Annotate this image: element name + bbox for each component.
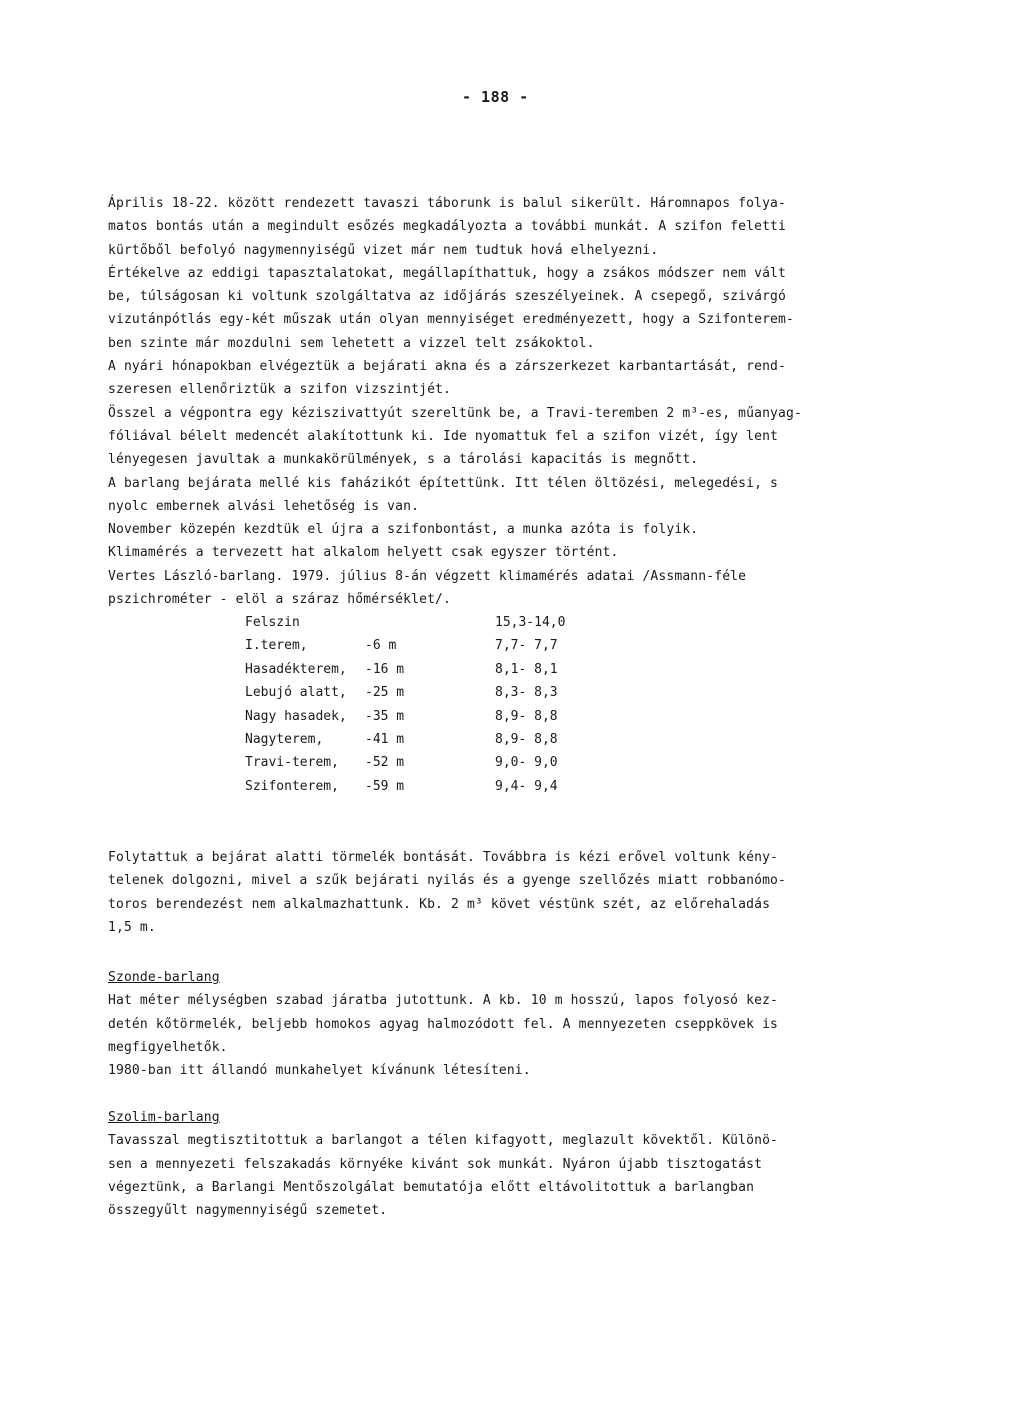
- measurement-depth: -59 m: [365, 778, 405, 794]
- text-line: toros berendezést nem alkalmazhattunk. Kb. 2 m³ követ véstünk szét, az előrehaladás: [108, 896, 771, 912]
- section-heading: Szonde-barlang: [108, 970, 220, 985]
- measurement-row: [245, 658, 565, 681]
- text-line: összegyűlt nagymennyiségű szemetet.: [108, 1203, 388, 1219]
- text-line: sen a mennyezeti felszakadás környéke kivánt sok munkát. Nyáron újabb tisztogatást: [108, 1156, 763, 1172]
- measurement-place: Hasadékterem,: [245, 661, 347, 677]
- text-line: telenek dolgozni, mivel a szűk bejárati nyilás és a gyenge szellőzés miatt robbanómo-: [108, 873, 787, 889]
- measurement-place: Lebujó alatt,: [245, 685, 347, 701]
- measurement-temperature: 9,4- 9,4: [495, 778, 558, 794]
- measurement-row: [245, 728, 565, 751]
- measurement-depth: -41 m: [365, 732, 405, 748]
- measurement-row: [245, 705, 565, 728]
- text-line: nyolc embernek alvási lehetőség is van.: [108, 498, 420, 514]
- text-line: be, túlságosan ki voltunk szolgáltatva az időjárás szeszélyeinek. A csepegő, szivárgó: [108, 289, 787, 305]
- text-line: végeztünk, a Barlangi Mentőszolgálat bemutatója előtt eltávolitottuk a barlangban: [108, 1179, 755, 1195]
- text-line: A barlang bejárata mellé kis faházikót építettünk. Itt télen öltözési, melegedési, s: [108, 475, 779, 491]
- text-line: Értékelve az eddigi tapasztalatokat, megállapíthattuk, hogy a zsákos módszer nem vált: [108, 265, 787, 281]
- text-line: Folytattuk a bejárat alatti törmelék bontását. Továbbra is kézi erővel voltunk kény-: [108, 850, 779, 865]
- measurement-row: [245, 751, 565, 774]
- text-line: matos bontás után a megindult esőzés megkadályozta a további munkát. A szifon feletti: [108, 219, 787, 235]
- measurement-place: Nagyterem,: [245, 732, 324, 748]
- measurement-depth: -25 m: [365, 685, 405, 701]
- measurement-temperature: 7,7- 7,7: [495, 638, 558, 654]
- text-line: Összel a végpontra egy kéziszivattyút szereltünk be, a Travi-teremben 2 m³-es, műanyag-: [108, 405, 802, 421]
- measurement-depth: -35 m: [365, 708, 405, 724]
- text-line: kürtőből befolyó nagymennyiségű vizet már nem tudtuk hová elhelyezni.: [108, 242, 659, 258]
- text-line: A nyári hónapokban elvégeztük a bejárati akna és a zárszerkezet karbantartását, rend-: [108, 359, 787, 375]
- measurement-depth: [365, 611, 495, 634]
- climate-measurement-table: [245, 611, 565, 798]
- text-line: 1,5 m.: [108, 919, 156, 935]
- continuation-paragraph: [108, 846, 908, 939]
- text-line: pszichrométer - elöl a száraz hőmérséklet/.: [108, 592, 451, 608]
- text-line: 1980-ban itt állandó munkahelyet kívánunk létesíteni.: [108, 1063, 531, 1079]
- szolim-section: [108, 1106, 908, 1222]
- measurement-row: [245, 681, 565, 704]
- text-line: fóliával bélelt medencét alakítottunk ki. Ide nyomattuk fel a szifon vizét, így lent: [108, 428, 779, 444]
- text-line: November közepén kezdtük el újra a szifonbontást, a munka azóta is folyik.: [108, 522, 699, 538]
- measurement-row: [245, 611, 565, 634]
- measurement-place: Szifonterem,: [245, 778, 339, 794]
- text-line: vizutánpótlás egy-két műszak után olyan mennyiséget eredményezett, hogy a Szifonterem-: [108, 312, 794, 328]
- text-line: Hat méter mélységben szabad járatba jutottunk. A kb. 10 m hosszú, lapos folyosó kez-: [108, 993, 779, 1009]
- text-line: detén kőtörmelék, beljebb homokos agyag halmozódott fel. A mennyezeten cseppkövek is: [108, 1016, 779, 1032]
- measurement-temperature: 8,1- 8,1: [495, 661, 558, 677]
- measurement-depth: -52 m: [365, 755, 405, 771]
- measurement-depth: -6 m: [365, 638, 397, 654]
- measurement-place: Nagy hasadek,: [245, 708, 347, 724]
- measurement-temperature: 9,0- 9,0: [495, 755, 558, 771]
- measurement-place: I.terem,: [245, 638, 308, 654]
- text-line: szeresen ellenőriztük a szifon vizszintjét.: [108, 382, 451, 398]
- measurement-row: [245, 634, 565, 657]
- page-number: - 188 -: [462, 88, 529, 106]
- text-line: Április 18-22. között rendezett tavaszi táborunk is balul sikerült. Háromnapos folya-: [108, 196, 787, 211]
- measurement-temperature: 8,9- 8,8: [495, 732, 558, 748]
- measurement-temperature: 15,3-14,0: [495, 615, 566, 630]
- measurement-temperature: 8,9- 8,8: [495, 708, 558, 724]
- intro-paragraphs: [108, 192, 908, 611]
- section-heading: Szolim-barlang: [108, 1110, 220, 1125]
- text-line: Tavasszal megtisztitottuk a barlangot a télen kifagyott, meglazult kövektől. Különö-: [108, 1133, 779, 1149]
- measurement-place: Felszin: [245, 615, 300, 630]
- measurement-place: Travi-terem,: [245, 755, 339, 771]
- szonde-section: [108, 966, 908, 1082]
- measurement-temperature: 8,3- 8,3: [495, 685, 558, 701]
- text-line: Klimamérés a tervezett hat alkalom helyett csak egyszer történt.: [108, 545, 619, 561]
- text-line: ben szinte már mozdulni sem lehetett a vizzel telt zsákoktol.: [108, 335, 595, 351]
- text-line: megfigyelhetők.: [108, 1039, 228, 1055]
- measurement-row: [245, 775, 565, 798]
- measurement-depth: -16 m: [365, 661, 405, 677]
- text-line: lényegesen javultak a munkakörülmények, s a tárolási kapacitás is megnőtt.: [108, 452, 699, 468]
- text-line: Vertes László-barlang. 1979. július 8-án végzett klimamérés adatai /Assmann-féle: [108, 568, 747, 584]
